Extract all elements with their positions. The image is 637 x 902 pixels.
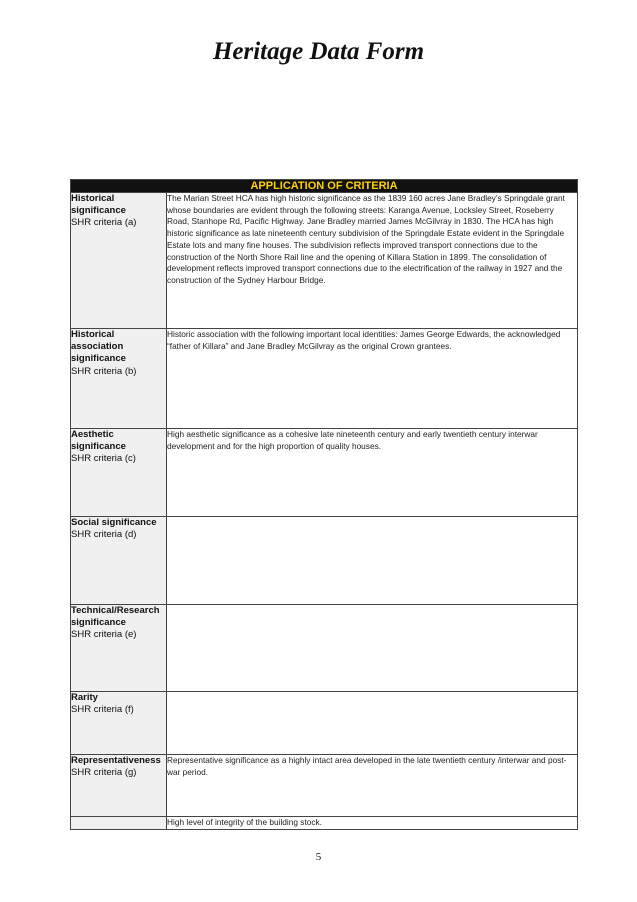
criterion-text: High aesthetic significance as a cohesive late nineteenth century and early twentieth century interwar development and for the high proportion of quality houses. [167,429,578,517]
criterion-text: High level of integrity of the building stock. [167,817,578,830]
row-label [71,517,167,605]
criterion-code: SHR criteria (a) [71,217,137,229]
criterion-name-line: association [71,341,124,353]
criterion-code: SHR criteria (c) [71,453,136,465]
criterion-text: Historic association with the following important local identities: James George Edwards, the acknowledged “father of Killara” and Jane Bradley McGilvray as the original Crown grantees. [167,329,578,429]
criteria-row-social [71,517,578,605]
criterion-name-line: Representativeness [71,755,161,766]
row-label [71,755,167,817]
row-label [71,605,167,692]
criterion-text: Representative significance as a highly intact area developed in the late twentieth century /interwar and post-war period. [167,755,578,817]
criterion-code: SHR criteria (g) [71,767,137,779]
criteria-row-historical-association [71,329,578,429]
criterion-name-line: Technical/Research [71,605,160,616]
criterion-name-line: significance [71,353,126,365]
criterion-name-line: significance [71,617,126,629]
criterion-name-line: significance [71,205,126,217]
criteria-row-representativeness [71,755,578,817]
criteria-row-technical-research [71,605,578,692]
criterion-text [167,517,578,605]
row-label [71,193,167,329]
page-title: Heritage Data Form [212,38,425,65]
criterion-name-line: Aesthetic [71,429,114,440]
criterion-code: SHR criteria (d) [71,529,137,541]
criterion-name-line: Social significance [71,517,157,528]
criterion-text [167,692,578,755]
table-header: APPLICATION OF CRITERIA [71,180,578,193]
criterion-name-line: Historical [71,193,115,204]
criterion-name-line: Historical [71,329,115,340]
criteria-row-aesthetic [71,429,578,517]
row-label [71,329,167,429]
page-number: 5 [315,851,322,863]
criterion-text [167,605,578,692]
table-header-row [71,180,578,193]
criterion-name-line: significance [71,441,126,453]
criteria-row-integrity [71,817,578,830]
row-label [71,429,167,517]
criterion-code: SHR criteria (b) [71,365,137,377]
criteria-row-rarity [71,692,578,755]
criterion-code: SHR criteria (e) [71,629,137,641]
row-label [71,692,167,755]
criteria-table [70,179,578,830]
criterion-name-line: Rarity [71,692,98,703]
criterion-code: SHR criteria (f) [71,704,134,716]
criterion-text: The Marian Street HCA has high historic significance as the 1839 160 acres Jane Bradley’s Springdale grant whose boundaries are evident through the following streets: Karanga Avenue, Locksley Street, Roseberry Road, Stanhope Rd, Pacific Highway. Jane Bradley married James McGilvray in 1830. The HCA has high historic significance as late nineteenth century subdivision of the Springdale Estate evident in the Springdale Estate lots and many fine houses. The subdivision reflects improved transport connections due to the construction of the North Shore Rail line and the opening of Killara Station in 1899. The consolidation of development reflects improved transport connections due to the electrification of the railway in 1927 and the construction of the Sydney Harbour Bridge. [167,193,578,329]
criteria-row-historical [71,193,578,329]
row-label [71,817,167,830]
